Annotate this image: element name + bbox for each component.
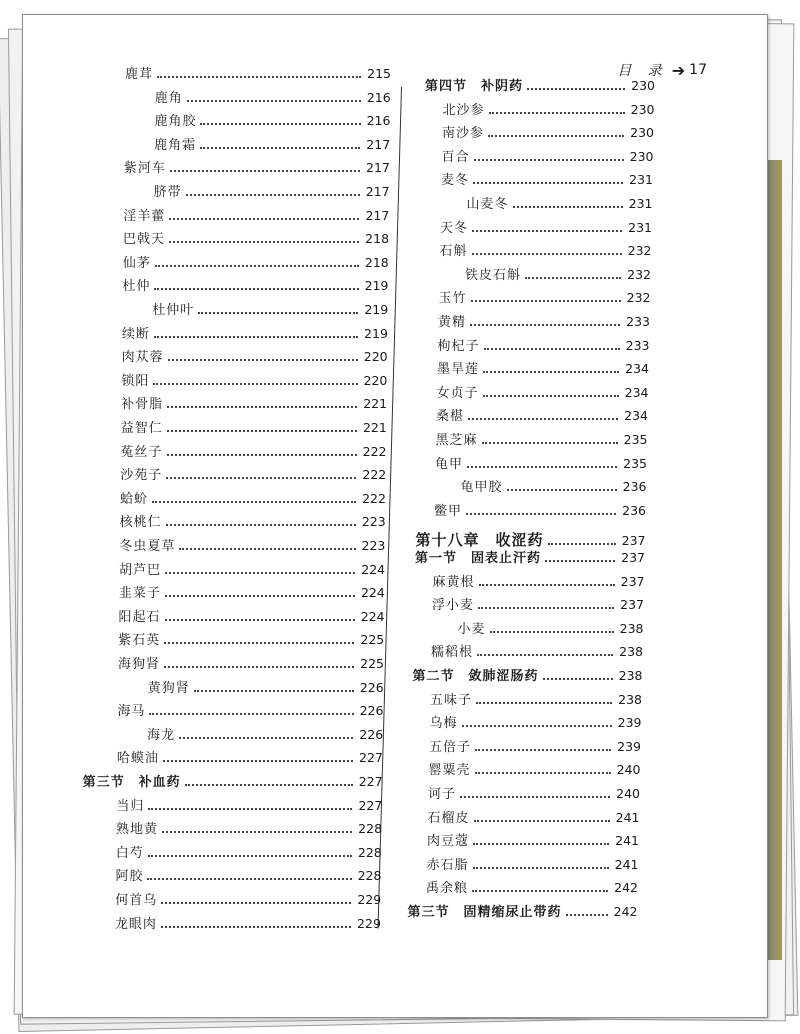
toc-entry-title: 铁皮石斛 [465, 267, 522, 283]
dot-leader [149, 713, 353, 715]
toc-entry-title: 鹿茸 [125, 67, 154, 82]
toc-sub-row [147, 724, 383, 746]
dot-leader [473, 867, 609, 869]
toc-entry-title: 锁阳 [121, 373, 150, 389]
dot-leader [479, 584, 615, 586]
dot-leader [460, 796, 610, 798]
toc-entry-row [431, 641, 643, 663]
dot-leader [165, 572, 355, 574]
toc-page-number: 222 [362, 443, 387, 459]
toc-page-number: 234 [625, 361, 649, 377]
toc-page-number: 220 [363, 372, 388, 388]
toc-page-number: 222 [362, 490, 386, 506]
toc-entry-title: 补骨脂 [121, 397, 164, 413]
toc-entry-row [121, 417, 387, 439]
toc-entry-title: 当归 [116, 798, 145, 814]
toc-page-number: 238 [618, 691, 642, 707]
toc-entry-row [119, 606, 385, 628]
toc-entry-title: 益智仁 [120, 421, 163, 436]
toc-entry-title: 杜仲 [122, 279, 151, 295]
toc-entry-title: 熟地黄 [116, 822, 159, 838]
dot-leader [152, 501, 356, 503]
toc-entry-title: 续断 [121, 326, 150, 342]
toc-entry-row [123, 228, 389, 250]
toc-entry-row [435, 453, 647, 475]
dot-leader [477, 654, 613, 656]
toc-page-number: 230 [630, 101, 655, 117]
toc-page-number: 228 [357, 868, 382, 884]
toc-entry-row [430, 712, 642, 734]
toc-entry-row [115, 865, 381, 887]
dot-leader [475, 749, 611, 751]
dot-leader [566, 914, 608, 916]
dot-leader [543, 678, 613, 680]
toc-page-number: 224 [360, 585, 385, 601]
toc-entry-title: 五味子 [430, 692, 473, 708]
toc-page-number: 233 [625, 337, 650, 353]
toc-entry-title: 第二节 敛肺涩肠药 [412, 669, 539, 684]
dot-leader [482, 442, 618, 444]
toc-page-number: 224 [361, 561, 386, 577]
toc-entry-title: 山麦冬 [466, 197, 509, 212]
toc-page-number: 230 [630, 125, 654, 141]
toc-entry-title: 墨旱莲 [437, 362, 480, 378]
toc-entry-row [438, 311, 650, 333]
toc-entry-title: 海狗肾 [118, 657, 161, 672]
toc-entry-title: 阿胶 [115, 869, 144, 885]
toc-page-number: 220 [363, 349, 388, 365]
toc-entry-row [429, 736, 641, 758]
toc-entry-title: 石斛 [439, 244, 468, 260]
toc-entry-title: 糯稻根 [431, 645, 474, 661]
toc-entry-row [430, 689, 642, 711]
toc-entry-title: 罂粟壳 [428, 763, 471, 779]
toc-page-number: 229 [357, 892, 382, 907]
toc-page-number: 240 [616, 762, 641, 778]
toc-entry-row [442, 122, 654, 144]
toc-entry-row [118, 629, 384, 651]
toc-page-number: 217 [365, 207, 390, 223]
toc-entry-title: 鹿角霜 [154, 137, 197, 153]
dot-leader [468, 418, 618, 420]
toc-entry-row [440, 217, 652, 239]
dot-leader [462, 725, 612, 727]
toc-entry-row [428, 783, 640, 805]
dot-leader [153, 383, 357, 385]
toc-page-number: 236 [622, 479, 647, 495]
toc-entry-row [115, 889, 381, 911]
dot-leader [179, 548, 355, 550]
dot-leader [484, 348, 620, 350]
toc-entry-title: 枸杞子 [437, 338, 480, 354]
toc-entry-title: 白芍 [115, 845, 144, 861]
toc-sub-row [458, 618, 644, 640]
toc-entry-title: 核桃仁 [119, 515, 162, 531]
toc-entry-row [437, 358, 649, 380]
toc-entry-title: 天冬 [440, 220, 469, 236]
dot-leader [200, 147, 360, 149]
toc-entry-title: 肉苁蓉 [121, 350, 164, 366]
toc-page-number: 217 [365, 184, 390, 199]
toc-entry-title: 龟甲胶 [460, 480, 503, 496]
dot-leader [488, 135, 624, 137]
dot-leader [200, 123, 360, 125]
toc-entry-row [121, 370, 387, 392]
toc-page-number: 242 [613, 904, 638, 919]
toc-page-number: 226 [359, 726, 384, 742]
dot-leader [167, 406, 357, 408]
toc-page-number: 234 [624, 384, 649, 400]
toc-page-number: 218 [364, 254, 389, 270]
dot-leader [471, 300, 621, 302]
dot-leader [478, 607, 614, 609]
toc-entry-title: 菟丝子 [120, 444, 163, 460]
toc-entry-row [121, 393, 387, 415]
dot-leader [155, 265, 359, 267]
toc-page-number: 216 [366, 89, 391, 105]
toc-section-row [413, 665, 643, 687]
toc-entry-title: 小麦 [457, 621, 486, 637]
toc-entry-title: 仙茅 [122, 255, 151, 271]
toc-entry-row [436, 429, 648, 451]
toc-page-number: 237 [620, 597, 644, 613]
dot-leader [162, 831, 352, 833]
dot-leader [166, 477, 356, 479]
dot-leader [490, 631, 614, 633]
toc-entry-title: 第十八章 收涩药 [415, 531, 544, 550]
toc-entry-title: 第一节 固表止汗药 [415, 551, 542, 566]
toc-entry-title: 何首乌 [115, 893, 158, 908]
dot-leader [472, 230, 622, 232]
toc-page-number: 228 [358, 821, 383, 837]
toc-page-number: 241 [615, 809, 640, 825]
toc-entry-title: 脐带 [153, 185, 182, 200]
dot-leader [164, 666, 354, 668]
toc-page-number: 237 [620, 573, 645, 589]
toc-entry-row [116, 795, 382, 817]
toc-section-row [415, 547, 645, 569]
toc-entry-title: 冬虫夏草 [119, 539, 176, 554]
toc-page-number: 227 [358, 797, 383, 813]
toc-page-number: 242 [614, 880, 638, 896]
dot-leader [170, 170, 360, 172]
toc-page-number: 229 [357, 915, 381, 931]
toc-page-number: 222 [362, 467, 387, 483]
dot-leader [474, 820, 610, 822]
toc-entry-row [116, 818, 382, 840]
toc-entry-row [124, 157, 390, 179]
toc-entry-title: 赤石脂 [426, 857, 469, 873]
dot-leader [169, 218, 359, 220]
page-number: 17 [689, 62, 707, 78]
toc-entry-title: 麦冬 [441, 173, 470, 189]
toc-page-number: 232 [626, 290, 651, 306]
toc-page-number: 230 [629, 148, 654, 164]
dot-leader [472, 890, 608, 892]
dot-leader [147, 878, 351, 880]
toc-page-number: 241 [614, 856, 639, 872]
toc-entry-title: 黄精 [438, 315, 467, 330]
toc-entry-row [429, 759, 641, 781]
toc-page-number: 219 [364, 325, 388, 341]
toc-page-number: 217 [366, 136, 391, 152]
toc-entry-row [439, 287, 651, 309]
toc-entry-title: 黄狗肾 [147, 680, 190, 696]
toc-entry-row [442, 146, 654, 168]
toc-entry-title: 石榴皮 [427, 810, 470, 826]
dot-leader [169, 241, 359, 243]
toc-entry-title: 玉竹 [438, 291, 467, 307]
dot-leader [548, 543, 616, 545]
toc-page-number: 237 [621, 533, 646, 549]
toc-entry-row [120, 488, 386, 510]
toc-entry-title: 五倍子 [429, 739, 472, 755]
toc-entry-title: 胡芦巴 [119, 562, 162, 578]
toc-page [22, 14, 768, 1018]
toc-page-number: 215 [367, 66, 391, 81]
arrow-icon: ➔ [671, 60, 686, 80]
toc-sub-row [465, 264, 651, 286]
dot-leader [194, 690, 354, 692]
toc-entry-row [120, 464, 386, 486]
dot-leader [157, 76, 361, 78]
toc-page-number: 238 [618, 668, 643, 683]
toc-entry-row [433, 571, 645, 593]
toc-entry-row [125, 63, 391, 85]
toc-page-number: 239 [617, 715, 642, 731]
dot-leader [185, 784, 353, 786]
toc-entry-title: 哈蟆油 [116, 751, 159, 767]
toc-page-number: 218 [365, 231, 390, 247]
toc-entry-title: 阳起石 [118, 609, 161, 625]
toc-entry-title: 黑芝麻 [435, 433, 478, 448]
toc-page-number: 233 [626, 314, 650, 329]
toc-page-number: 238 [619, 620, 644, 636]
dot-leader [507, 489, 617, 491]
dot-leader [489, 112, 625, 114]
toc-entry-title: 禹余粮 [426, 881, 469, 897]
toc-page-number: 241 [615, 833, 639, 849]
toc-entry-row [122, 323, 388, 345]
dot-leader [154, 336, 358, 338]
toc-entry-title: 龟甲 [435, 456, 464, 472]
toc-entry-title: 巴戟天 [123, 232, 166, 248]
toc-entry-title: 肉豆蔻 [427, 834, 470, 850]
dot-leader [161, 902, 351, 904]
toc-section-row [83, 771, 383, 793]
dot-leader [161, 926, 351, 928]
toc-entry-row [428, 807, 640, 829]
dot-leader [473, 843, 609, 845]
dot-leader [198, 312, 358, 314]
toc-entry-title: 韭菜子 [118, 586, 161, 602]
dot-leader [154, 288, 358, 290]
toc-entry-title: 鹿角胶 [154, 114, 197, 130]
dot-leader [187, 100, 361, 102]
toc-entry-row [437, 382, 649, 404]
toc-entry-row [438, 335, 650, 357]
toc-sub-row [155, 87, 391, 109]
toc-page-number: 227 [358, 774, 383, 789]
toc-entry-row [117, 747, 383, 769]
toc-page-number: 234 [624, 408, 648, 424]
toc-entry-row [122, 275, 388, 297]
dot-leader [165, 595, 355, 597]
dot-leader [168, 359, 358, 361]
toc-page-number: 221 [363, 396, 388, 412]
toc-section-row [408, 901, 638, 923]
toc-entry-title: 第三节 补血药 [82, 775, 181, 790]
dot-leader [164, 642, 354, 644]
toc-entry-title: 蛤蚧 [119, 491, 148, 507]
toc-entry-row [441, 169, 653, 191]
dot-leader [476, 702, 612, 704]
toc-entry-title: 桑椹 [436, 409, 465, 425]
toc-entry-title: 紫河车 [123, 161, 166, 177]
toc-page-number: 235 [623, 455, 647, 471]
toc-section-row [425, 75, 655, 97]
toc-entry-title: 乌梅 [429, 716, 458, 732]
toc-page-number: 216 [366, 113, 391, 129]
toc-entry-row [426, 877, 638, 899]
dot-leader [466, 513, 616, 515]
toc-entry-title: 浮小麦 [432, 598, 475, 614]
toc-page-number: 237 [621, 550, 645, 565]
dot-leader [513, 206, 623, 208]
toc-entry-row [117, 700, 383, 722]
toc-entry-row [432, 594, 644, 616]
dot-leader [475, 772, 611, 774]
toc-entry-row [119, 582, 385, 604]
toc-page-number: 221 [362, 420, 387, 435]
toc-entry-row [121, 441, 387, 463]
dot-leader [148, 855, 352, 857]
toc-entry-title: 淫羊藿 [123, 208, 166, 224]
toc-page-number: 228 [357, 844, 382, 860]
toc-page-number: 223 [361, 538, 386, 553]
toc-sub-row [461, 476, 647, 498]
dot-leader [525, 277, 621, 279]
dot-leader [483, 395, 619, 397]
toc-sub-row [152, 299, 388, 321]
dot-leader [527, 88, 625, 90]
toc-sub-row [154, 181, 390, 203]
dot-leader [167, 430, 357, 432]
dot-leader [163, 760, 353, 762]
toc-entry-title: 沙苑子 [120, 468, 163, 484]
dot-leader [545, 560, 615, 562]
toc-entry-title: 女贞子 [436, 385, 479, 401]
toc-page-number: 224 [360, 608, 385, 624]
toc-sub-row [467, 193, 653, 215]
toc-page-number: 217 [366, 160, 390, 176]
dot-leader [167, 454, 357, 456]
dot-leader [467, 466, 617, 468]
toc-entry-title: 麻黄根 [432, 574, 475, 590]
dot-leader [474, 159, 624, 161]
toc-page-number: 226 [359, 703, 384, 719]
toc-entry-title: 海龙 [147, 727, 176, 743]
toc-entry-title: 紫石英 [118, 633, 161, 649]
toc-entry-title: 龙眼肉 [114, 916, 157, 932]
toc-page-number: 227 [359, 750, 383, 766]
toc-page-number: 232 [627, 266, 651, 282]
toc-entry-title: 第四节 补阴药 [425, 79, 524, 94]
toc-entry-row [119, 535, 385, 557]
dot-leader [179, 737, 353, 739]
dot-leader [470, 324, 620, 326]
toc-entry-row [122, 346, 388, 368]
toc-page-number: 240 [616, 786, 640, 801]
toc-entry-title: 北沙参 [442, 102, 485, 118]
toc-page-number: 223 [361, 514, 386, 530]
toc-entry-row [427, 854, 639, 876]
toc-entry-row [427, 830, 639, 852]
toc-page-number: 226 [359, 679, 384, 695]
toc-page-number: 225 [360, 656, 384, 671]
dot-leader [148, 808, 352, 810]
toc-entry-row [116, 842, 382, 864]
toc-entry-title: 百合 [441, 149, 470, 165]
dot-leader [483, 371, 619, 373]
toc-entry-title: 第三节 固精缩尿止带药 [407, 905, 562, 920]
toc-page-number: 232 [627, 243, 652, 259]
toc-entry-row [440, 240, 652, 262]
toc-entry-title: 杜仲叶 [152, 303, 195, 318]
toc-entry-row [123, 205, 389, 227]
toc-entry-title: 南沙参 [442, 126, 485, 142]
toc-entry-title: 诃子 [428, 787, 457, 802]
dot-leader [473, 182, 623, 184]
toc-page-number: 235 [623, 432, 648, 447]
toc-entry-row [123, 252, 389, 274]
toc-entry-title: 海马 [117, 704, 146, 720]
toc-entry-row [436, 405, 648, 427]
toc-page-number: 231 [628, 219, 652, 235]
toc-entry-row [115, 913, 381, 935]
toc-entry-row [443, 99, 655, 121]
toc-entry-title: 鹿角 [154, 90, 183, 106]
toc-sub-row [148, 677, 384, 699]
toc-entry-row [434, 500, 646, 522]
toc-entry-title: 鳖甲 [434, 503, 463, 519]
dot-leader [165, 619, 355, 621]
toc-entry-row [120, 511, 386, 533]
toc-page-number: 236 [622, 502, 646, 518]
toc-page-number: 219 [364, 278, 389, 294]
toc-page-number: 230 [631, 78, 655, 93]
toc-entry-row [118, 653, 384, 675]
toc-page-number: 239 [617, 738, 641, 754]
dot-leader [472, 253, 622, 255]
toc-page-number: 225 [360, 632, 385, 648]
dot-leader [166, 524, 356, 526]
dot-leader [186, 194, 360, 196]
toc-sub-row [154, 110, 390, 132]
toc-page-number: 238 [619, 644, 643, 660]
toc-sub-row [154, 134, 390, 156]
toc-page-number: 231 [628, 196, 653, 211]
toc-entry-row [119, 559, 385, 581]
header-title: 目 录 [617, 63, 668, 79]
toc-page-number: 219 [364, 302, 389, 317]
toc-page-number: 231 [629, 172, 653, 188]
